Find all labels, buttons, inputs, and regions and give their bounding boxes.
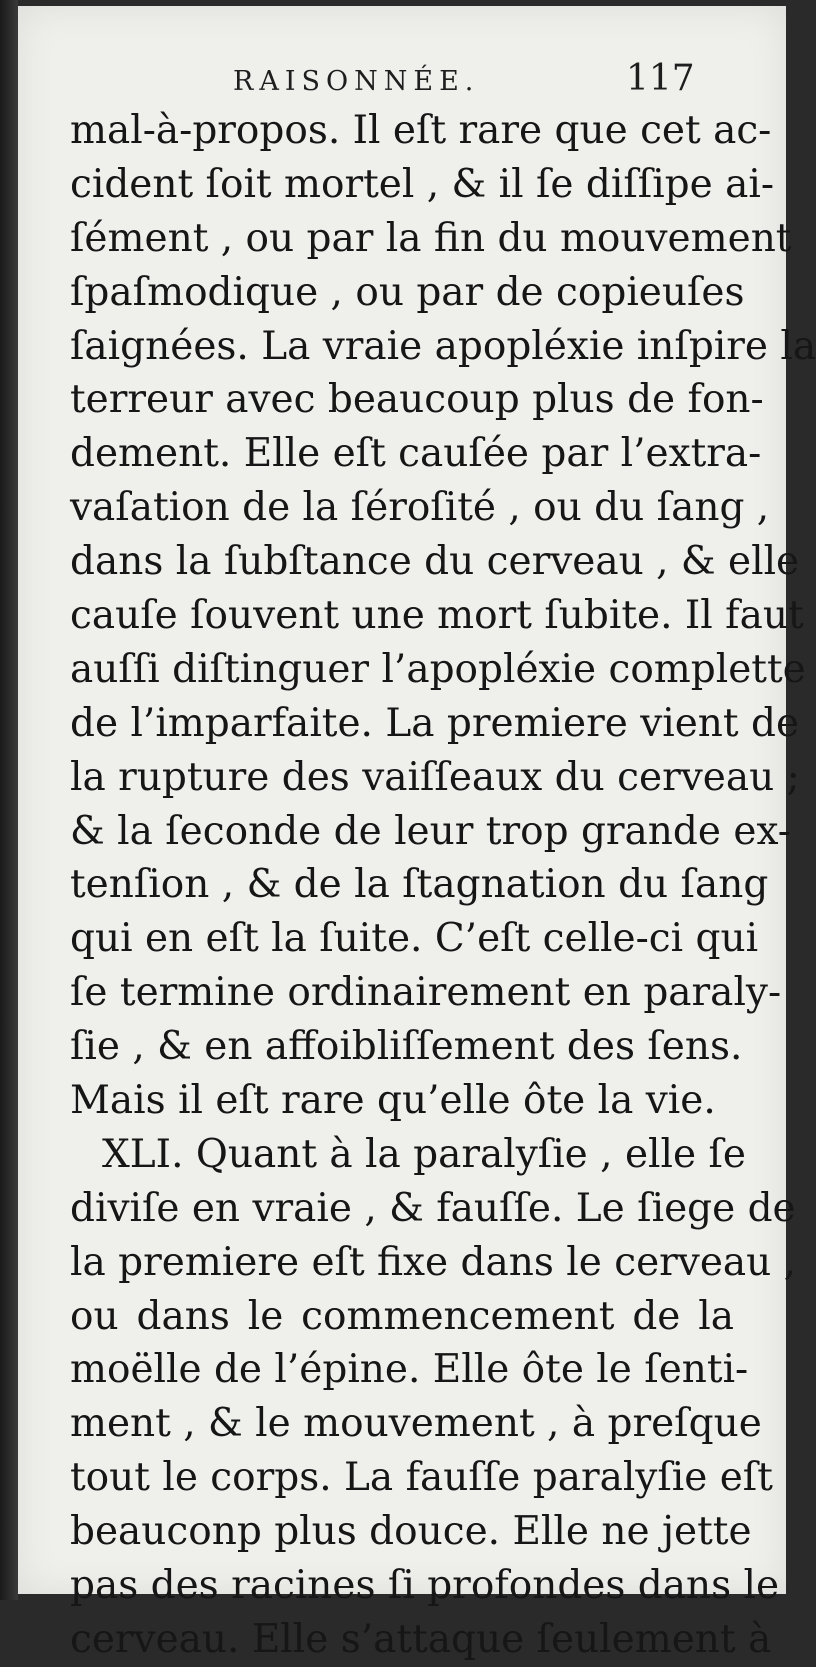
text-line: ou dans le commencement de la — [70, 1293, 734, 1339]
text-line: cerveau. Elle s’attaque ſeulement à — [70, 1616, 772, 1662]
text-line: cident ſoit mortel , & il ſe diſſipe ai- — [70, 161, 775, 207]
text-line: ſpaſmodique , ou par de copieuſes — [70, 269, 745, 315]
page-header — [18, 56, 786, 106]
text-line: auſſi diſtinguer l’apopléxie complette — [70, 646, 806, 692]
text-line: la premiere eſt fixe dans le cerveau , — [70, 1239, 797, 1285]
section-start-line: XLI. Quant à la paralyſie , elle ſe — [102, 1131, 746, 1177]
text-line: diviſe en vraie , & fauſſe. Le ſiege de — [70, 1185, 796, 1231]
text-line: ſément , ou par la fin du mouvement — [70, 215, 792, 261]
page-number: 117 — [626, 58, 695, 99]
text-line: cauſe ſouvent une mort ſubite. Il faut — [70, 593, 804, 639]
running-head: RAISONNÉE. — [233, 66, 480, 97]
text-line: tenſion , & de la ſtagnation du ſang — [70, 862, 769, 908]
body-text — [70, 104, 816, 1667]
text-line: mal-à-propos. Il eſt rare que cet ac- — [70, 108, 772, 153]
page-gutter-shadow — [0, 0, 18, 1600]
text-line: de l’imparfaite. La premiere vient de — [70, 700, 800, 746]
text-line: tout le corps. La fauſſe paralyſie eſt — [70, 1455, 773, 1501]
book-page — [18, 6, 816, 1662]
text-line: dans la ſubſtance du cerveau , & elle — [70, 539, 800, 585]
text-line: & la ſeconde de leur trop grande ex- — [70, 808, 791, 854]
text-line: ment , & le mouvement , à preſque — [70, 1401, 762, 1447]
text-line: dement. Elle eſt cauſée par l’extra- — [70, 431, 762, 477]
text-line: ſe termine ordinairement en paraly- — [70, 970, 782, 1016]
text-line: pas des racines ſi profondes dans le — [70, 1563, 780, 1609]
text-line: qui en eſt la ſuite. C’eſt celle-ci qui — [70, 916, 759, 962]
text-line: la rupture des vaiſſeaux du cerveau ; — [70, 754, 800, 800]
text-line: beauconp plus douce. Elle ne jette — [70, 1509, 752, 1555]
text-line: terreur avec beaucoup plus de fon- — [70, 377, 764, 423]
text-line: ſie , & en affoibliſſement des ſens. — [70, 1024, 743, 1070]
text-line: moëlle de l’épine. Elle ôte le ſenti- — [70, 1347, 749, 1393]
paragraph-end-line: Mais il eſt rare qu’elle ôte la vie. — [70, 1078, 716, 1124]
text-line: vaſation de la ſéroſité , ou du ſang , — [70, 485, 770, 531]
text-line: ſaignées. La vraie apopléxie inſpire la — [70, 323, 816, 369]
